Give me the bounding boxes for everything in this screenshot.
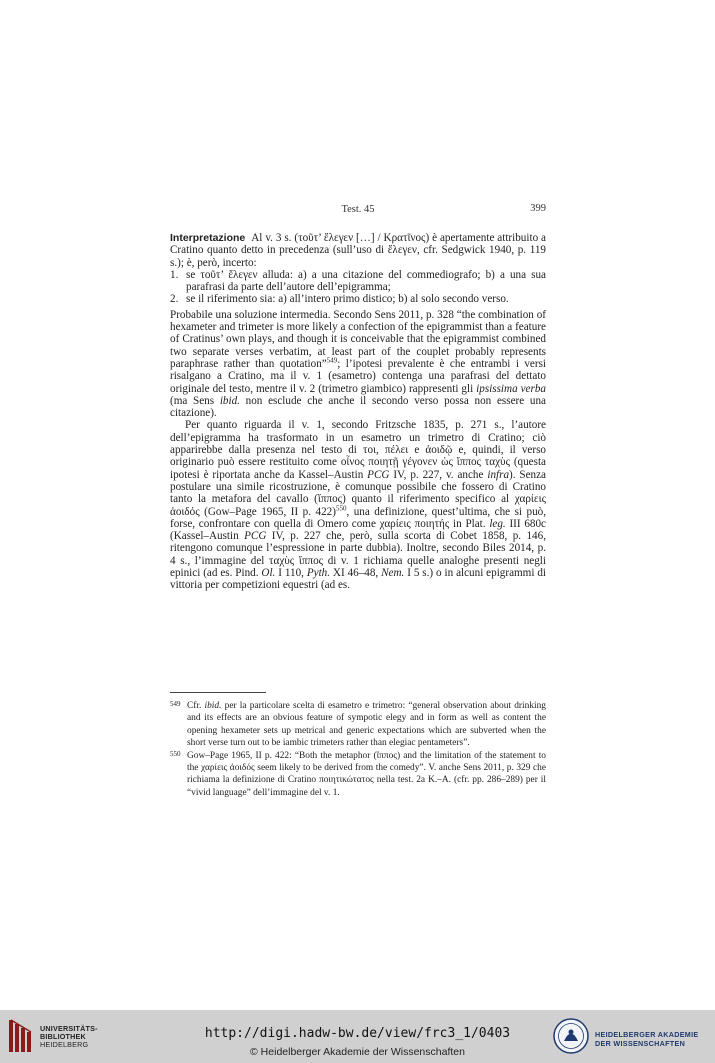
footnotes <box>170 700 546 799</box>
footnote-divider <box>170 692 266 693</box>
footnote: 550 Gow–Page 1965, II p. 422: “Both the metaphor (ἵππος) and the limitation of the statement to the χαρίεις ἀοιδός seem likely to be derived from the comedy”. V. anche Sens 2011, p. 329 che richiama la definizione di Cratino ποιητικώτατος nella test. 2a K.–A. (cfr. pp. 286–289) per il “vivid language” dell’immagine del v. 1. <box>170 749 546 798</box>
paragraph: Per quanto riguarda il v. 1, secondo Fritzsche 1835, p. 271 s., l’autore dell’epigramma ha trasformato in un esametro un trimetro di Cratino; ciò apparirebbe dalla presenza nel testo di τοι, πέλει e ἀοιδῷ e, quindi, il verso originario può essere restituito come οἶνος ποιητῇ γέγονεν ὡς ἵππος ταχὺς (questa ipotesi è riportata anche da Kassel–Austin PCG IV, p. 227, v. anche infra). Senza postulare una simile ricostruzione, è comunque possibile che fossero di Cratino tanto la metafora del cavallo (ἵππος) quanto il riferimento specifico al χαρίεις ἀοιδός (Gow–Page 1965, II p. 422)$^{550}$, una definizione, quest’ultima, che si può, forse, confrontare con quella di Omero come χαρίεις ποιητής in Plat. leg. III 680c (Kassel–Austin PCG IV, p. 227 che, però, sulla scorta di Cobet 1858, p. 146, ritengono comunque l’espressione in parte dubbia). Inoltre, secondo Biles 2014, p. 4 s., l’immagine del ταχὺς ἵππος di v. 1 richiama quelle analoghe presenti negli epinici (ad es. Pind. Ol. I 110, Pyth. XI 46–48, Nem. I 5 s.) o in alcuni epigrammi di vittoria per competizioni equestri (ad es. <box>170 419 547 592</box>
copyright-notice: © Heidelberger Akademie der Wissenschaften <box>250 1046 465 1058</box>
list-number: 2. <box>170 293 179 306</box>
footnote: 549 Cfr. ibid. per la particolare scelta di esametro e trimetro: “general observation about drinking and its effects are an obvious feature of sympotic elegy and in form as well as content the opening hexameter sets up metrical and generic expectations which are subverted when the short verse turn out to be iambic trimeters rather than elegiac pentameters”. <box>170 700 546 749</box>
page-number: 399 <box>530 203 546 214</box>
footnote-number: 550 <box>170 749 181 758</box>
footnote-ref[interactable]: 550 <box>335 503 347 512</box>
numbered-list <box>170 269 546 306</box>
viewer-footer <box>0 1010 715 1063</box>
academy-name: HEIDELBERGER AKADEMIE DER WISSENSCHAFTEN <box>595 1030 699 1048</box>
list-item <box>170 269 546 294</box>
footnote-number: 549 <box>170 700 181 708</box>
list-item-text: se τοῦτ’ ἔλεγεν alluda: a) a una citazione del commediografo; b) a una sua parafrasi da parte dell’autore dell’epigramma; <box>186 268 546 294</box>
footnote-ref[interactable]: 549 <box>326 356 338 365</box>
list-item <box>170 293 546 305</box>
list-number: 1. <box>170 268 179 281</box>
paragraph: Probabile una soluzione intermedia. Secondo Sens 2011, p. 328 “the combination of hexameter and trimeter is more likely a confection of the epigrammist than a feature of Cratinus’ own plays, and though it is conceivable that the epigrammist combined two separate verses verbatim, at least part of the couplet probably represents paraphrase rather than quotation”$^{549}$; l’ipotesi prevalente è che entrambi i versi risalgano a Cratino, ma il v. 1 (esametro) contenga una parafrasi del dettato originale del testo, mentre il v. 2 (trimetro giambico) rappresenti gli ipsissima verba (ma Sens ibid. non esclude che anche il secondo verso possa non essere una citazione). <box>170 308 546 420</box>
paragraph-text: Al v. 3 s. (τοῦτ’ ἔλεγεν […] / Κρατῖνος) è apertamente attribuito a Cratino quanto detto in precedenza (sull’uso di ἔλεγεν, cfr. Sedgwick 1940, p. 119 s.); è, però, incerto: <box>170 232 546 269</box>
list-item-text: se il riferimento sia: a) all’intero primo distico; b) al solo secondo verso. <box>186 293 509 306</box>
academy-logo[interactable] <box>553 1018 713 1056</box>
main-text <box>170 232 546 592</box>
permalink-url[interactable]: http://digi.hadw-bw.de/view/frc3_1/0403 <box>204 1026 511 1041</box>
library-name: UNIVERSITÄTS- BIBLIOTHEK HEIDELBERG <box>40 1024 98 1049</box>
section-lead-word: Interpretazione <box>170 232 246 244</box>
running-head-title: Test. 45 <box>341 204 375 215</box>
academy-seal-icon <box>553 1018 589 1054</box>
paragraph-interpretazione <box>170 232 546 269</box>
